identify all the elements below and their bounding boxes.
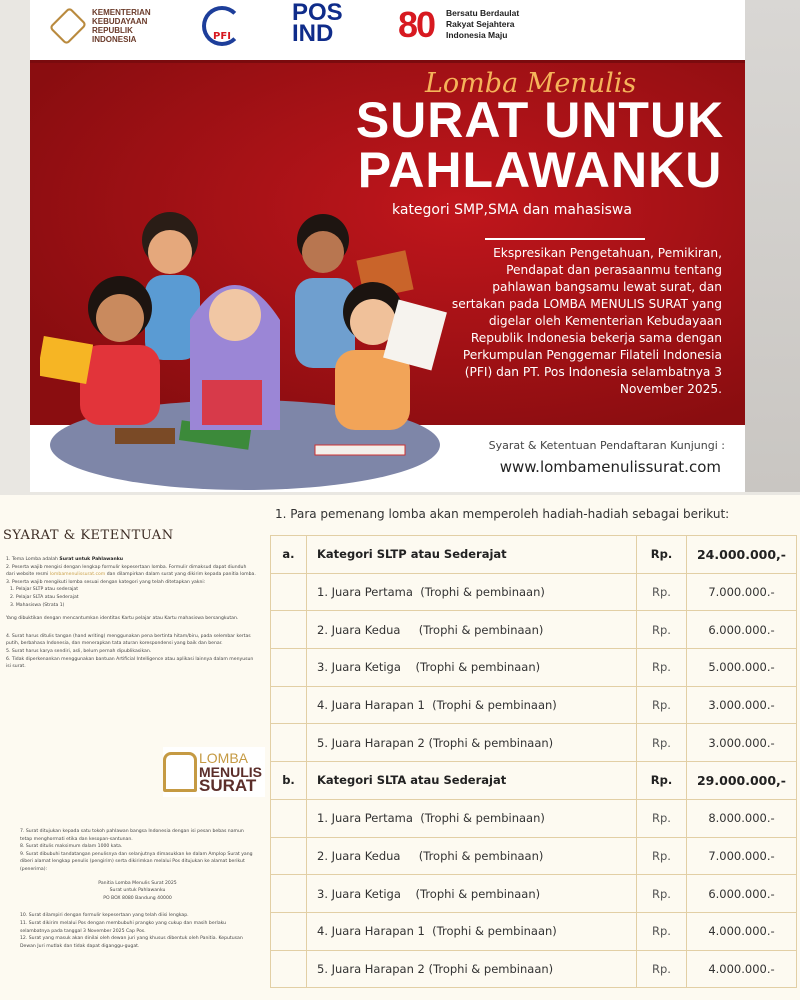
prize-description: 4. Juara Harapan 1 (Trophi & pembinaan)	[307, 686, 637, 724]
table-row	[271, 837, 797, 875]
logo-text: MENULIS	[199, 764, 262, 780]
rule-12: 12. Surat yang masuk akan dinilai oleh dewan juri yang khusus dibentuk oleh Panitia. Keputusan Dewan Juri mutlak dan tidak dapat diganggu-gugat.	[20, 936, 243, 949]
lomba-menulis-surat-logo	[163, 747, 265, 797]
prize-description: 1. Juara Pertama (Trophi & pembinaan)	[307, 799, 637, 837]
address-line: PO BOX 8080 Bandung 40000	[103, 895, 172, 901]
prize-description: 5. Juara Harapan 2 (Trophi & pembinaan)	[307, 724, 637, 762]
prize-amount: 8.000.000.-	[686, 799, 796, 837]
rule-2	[6, 564, 256, 579]
prizes-panel	[265, 495, 800, 1000]
currency: Rp.	[636, 573, 686, 611]
script-title: Lomba Menulis	[425, 68, 637, 99]
table-row	[271, 649, 797, 687]
rule-3: 3. Peserta wajib mengikuti lomba sesuai dengan kategori yang telah ditetapkan yakni:	[6, 579, 206, 585]
currency: Rp.	[636, 724, 686, 762]
prize-amount: 5.000.000.-	[686, 649, 796, 687]
row-number	[271, 611, 307, 649]
table-row	[271, 611, 797, 649]
prize-amount: 6.000.000.-	[686, 611, 796, 649]
postal-address	[20, 880, 255, 903]
tagline-line: Rakyat Sejahtera	[446, 19, 515, 29]
row-number	[271, 837, 307, 875]
prize-description: 3. Juara Ketiga (Trophi & pembinaan)	[307, 875, 637, 913]
table-row	[271, 686, 797, 724]
website-link[interactable]: lombamenulissurat.com	[49, 572, 106, 578]
students-illustration	[40, 200, 460, 492]
quill-emblem-icon	[163, 752, 197, 792]
category-row	[271, 762, 797, 800]
table-row	[271, 950, 797, 988]
rule-10: 10. Surat dilampiri dengan formulir kepesertaan yang telah diisi lengkap.	[20, 913, 189, 919]
prize-description: 4. Juara Harapan 1 (Trophi & pembinaan)	[307, 912, 637, 950]
category-row	[271, 536, 797, 574]
row-number	[271, 686, 307, 724]
table-row	[271, 573, 797, 611]
prize-description: Kategori SLTP atau Sederajat	[307, 536, 637, 574]
address-line: Surat untuk Pahlawanku	[109, 888, 166, 894]
category-item: 3. Mahasiswa (Strata 1)	[10, 602, 65, 608]
currency: Rp.	[636, 536, 686, 574]
logo-bar	[30, 0, 745, 60]
logo-text: LOMBA	[199, 750, 249, 766]
currency: Rp.	[636, 762, 686, 800]
currency: Rp.	[636, 649, 686, 687]
tagline-line: Bersatu Berdaulat	[446, 8, 520, 18]
rule-8: 8. Surat ditulis maksimum dalam 1000 kata.	[20, 844, 123, 850]
prize-description: Kategori SLTA atau Sederajat	[307, 762, 637, 800]
rule-text: 2. Peserta wajib mengisi dengan lengkap formulir kepesertaan lomba. Formulir dimaksud dapat diunduh dari website resmi	[6, 564, 247, 578]
row-number	[271, 649, 307, 687]
prize-description: 5. Juara Harapan 2 (Trophi & pembinaan)	[307, 950, 637, 988]
terms-list-part1	[6, 556, 256, 671]
rule-6: 6. Tidak diperkenankan menggunakan bantuan Artificial Intelligence atau aplikasi lainnya dalam menyusun isi surat.	[6, 656, 254, 670]
currency: Rp.	[636, 875, 686, 913]
table-row	[271, 799, 797, 837]
prize-amount: 29.000.000,-	[686, 762, 796, 800]
rule-11: 11. Surat dikirim melalui Pos dengan membubuhi prangko yang cukup dan masih berlaku selambatnya pada tanggal 3 November 2025 Cap Pos.	[20, 920, 227, 934]
pfi-logo	[202, 6, 242, 46]
prize-amount: 3.000.000.-	[686, 686, 796, 724]
ri-80-tagline	[446, 8, 519, 41]
currency: Rp.	[636, 912, 686, 950]
prize-description: 2. Juara Kedua (Trophi & pembinaan)	[307, 837, 637, 875]
currency: Rp.	[636, 611, 686, 649]
title-line2: PAHLAWANKU	[357, 142, 723, 198]
terms-label: Syarat & Ketentuan Pendaftaran Kunjungi :	[488, 439, 725, 452]
prize-amount: 7.000.000.-	[686, 837, 796, 875]
pfi-text: PFI	[213, 31, 231, 42]
prize-description: 3. Juara Ketiga (Trophi & pembinaan)	[307, 649, 637, 687]
terms-panel	[0, 495, 265, 1000]
row-number: b.	[271, 762, 307, 800]
divider	[485, 238, 645, 240]
pos-line1: POS	[292, 0, 343, 26]
theme-text: Surat untuk Pahlawanku	[59, 557, 124, 562]
category-text: kategori SMP,SMA dan mahasiswa	[392, 202, 632, 218]
tagline-line: Indonesia Maju	[446, 30, 508, 40]
rule-text: 1. Tema Lomba adalah	[6, 557, 58, 562]
prize-description: 1. Juara Pertama (Trophi & pembinaan)	[307, 573, 637, 611]
kemenbud-emblem-icon	[49, 7, 88, 46]
rule-9: 9. Surat dibubuhi tandatangan penulisnya dan selanjutnya dimasukkan ke dalam Amplop Surat yang diberi alamat lengkap penulis (pengirim) serta dikirimkan melalui Pos ditujukan ke alamat berikut (penerima):	[20, 851, 253, 872]
row-number: a.	[271, 536, 307, 574]
prize-description: 2. Juara Kedua (Trophi & pembinaan)	[307, 611, 637, 649]
table-row	[271, 724, 797, 762]
row-number	[271, 912, 307, 950]
row-number	[271, 724, 307, 762]
table-row	[271, 875, 797, 913]
row-number	[271, 875, 307, 913]
identity-note: Yang dibuktikan dengan mencantumkan identitas Kartu pelajar atau Kartu mahasiswa bersangkutan.	[6, 616, 239, 622]
rule-4: 4. Surat harus ditulis tangan (hand writing) menggunakan pena bertinta hitam/biru, pada selembar kertas putih, berbahasa Indonesia, dan menerapkan tata aturan korespondensi yang baik dan benar.	[6, 633, 251, 647]
table-row	[271, 912, 797, 950]
prize-amount: 6.000.000.-	[686, 875, 796, 913]
prizes-table	[270, 535, 797, 988]
category-item: 2. Pelajar SLTA atau Sederajat	[10, 594, 79, 600]
rule-5: 5. Surat harus karya sendiri, asli, belum pernah dipublikasikan.	[6, 648, 152, 654]
terms-title: SYARAT & KETENTUAN	[3, 528, 174, 543]
ri-80-logo: 80	[398, 4, 435, 45]
prizes-heading: 1. Para pemenang lomba akan memperoleh hadiah-hadiah sebagai berikut:	[275, 507, 730, 521]
poster	[30, 0, 745, 492]
currency: Rp.	[636, 686, 686, 724]
rule-text: dan dilampirkan dalam surat yang dikirim kepada panitia lomba.	[106, 572, 256, 578]
background-strip	[745, 0, 800, 492]
rule-1	[6, 556, 256, 564]
terms-list-part2	[20, 828, 255, 950]
title-line1: SURAT UNTUK	[355, 92, 725, 148]
row-number	[271, 573, 307, 611]
pos-line2: IND	[292, 20, 334, 47]
kemenbud-logo: KEMENTERIAN KEBUDAYAAN REPUBLIK INDONESIA	[50, 5, 162, 47]
main-title	[335, 92, 745, 198]
prize-amount: 4.000.000.-	[686, 912, 796, 950]
prize-amount: 7.000.000.-	[686, 573, 796, 611]
row-number	[271, 950, 307, 988]
prize-amount: 3.000.000.-	[686, 724, 796, 762]
address-line: Panitia Lomba Menulis Surat 2025	[98, 880, 177, 886]
website-link[interactable]: www.lombamenulissurat.com	[499, 458, 721, 476]
category-item: 1. Pelajar SLTP atau sederajat	[10, 587, 79, 593]
row-number	[271, 799, 307, 837]
prize-amount: 24.000.000,-	[686, 536, 796, 574]
rule-7: 7. Surat ditujukan kepada satu tokoh pahlawan bangsa Indonesia dengan isi pesan bebas namun tetap menghormati etika dan kesopan-santunan.	[20, 829, 244, 842]
currency: Rp.	[636, 799, 686, 837]
prize-amount: 4.000.000.-	[686, 950, 796, 988]
currency: Rp.	[636, 950, 686, 988]
description: Ekspresikan Pengetahuan, Pemikiran, Pendapat dan perasaanmu tentang pahlawan bangsamu lewat surat, dan sertakan pada LOMBA MENULIS SURAT yang digelar oleh Kementerian Kebudayaan Republik Indonesia bekerja sama dengan Perkumpulan Penggemar Filateli Indonesia (PFI) dan PT. Pos Indonesia selambatnya 3 November 2025.	[451, 246, 722, 396]
logo-text: SURAT	[199, 776, 257, 795]
pos-indonesia-logo	[292, 0, 343, 47]
currency: Rp.	[636, 837, 686, 875]
